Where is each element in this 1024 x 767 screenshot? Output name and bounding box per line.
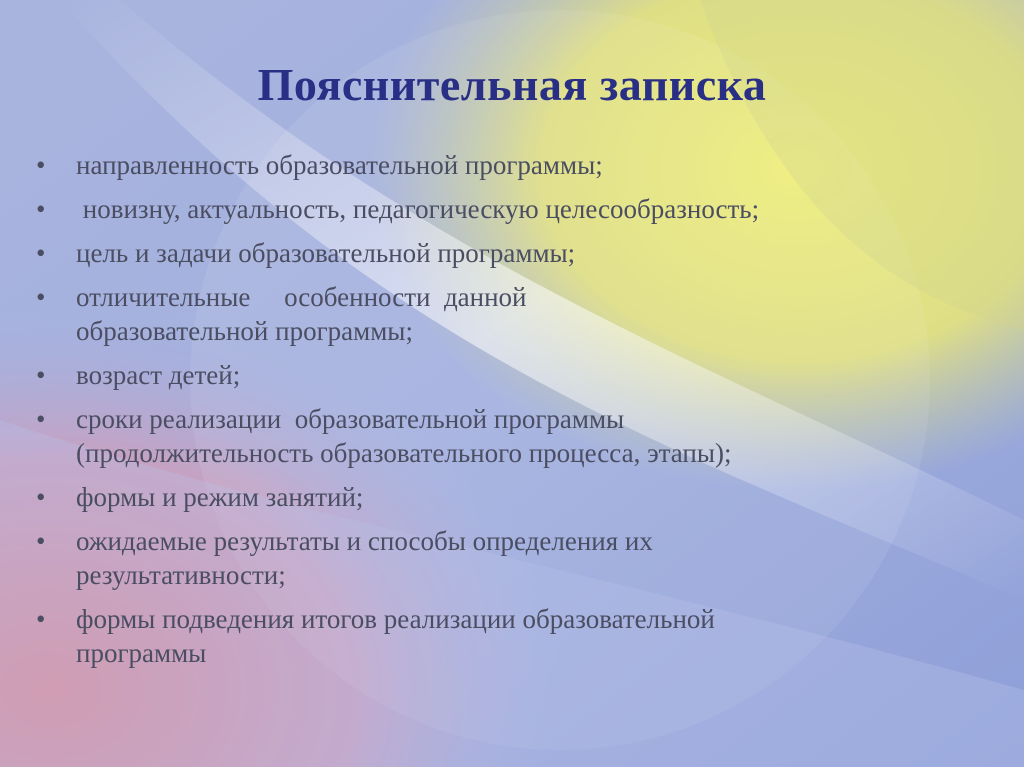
bullet-glyph: • <box>36 194 46 224</box>
bullet-glyph: • <box>36 526 46 556</box>
list-item <box>36 148 996 182</box>
bullet-glyph: • <box>36 238 46 268</box>
bullet-glyph: • <box>36 482 46 512</box>
list-item <box>36 280 996 348</box>
bullet-glyph: • <box>36 604 46 634</box>
bullet-glyph: • <box>36 404 46 434</box>
list-item <box>36 602 996 670</box>
list-item <box>36 192 996 226</box>
list-item-text: цель и задачи образовательной программы; <box>76 238 576 268</box>
list-item-text: формы и режим занятий; <box>76 482 364 512</box>
list-item <box>36 236 996 270</box>
bullet-glyph: • <box>36 360 46 390</box>
list-item-text: ожидаемые результаты и способы определения их результативности; <box>76 526 653 590</box>
slide-title: Пояснительная записка <box>257 59 767 110</box>
list-item <box>36 480 996 514</box>
list-item-text: возраст детей; <box>76 360 241 390</box>
bullet-list <box>36 148 996 680</box>
list-item <box>36 358 996 392</box>
list-item-text: отличительные особенности данной образовательной программы; <box>76 282 527 346</box>
list-item <box>36 402 996 470</box>
list-item-text: новизну, актуальность, педагогическую целесообразность; <box>76 194 760 224</box>
list-item-text: направленность образовательной программы; <box>76 150 603 180</box>
bullet-glyph: • <box>36 150 46 180</box>
list-item-text: формы подведения итогов реализации образовательной программы <box>76 604 715 668</box>
list-item <box>36 524 996 592</box>
list-item-text: сроки реализации образовательной программы (продолжительность образовательного процесса, этапы); <box>76 404 732 468</box>
bullet-glyph: • <box>36 282 46 312</box>
